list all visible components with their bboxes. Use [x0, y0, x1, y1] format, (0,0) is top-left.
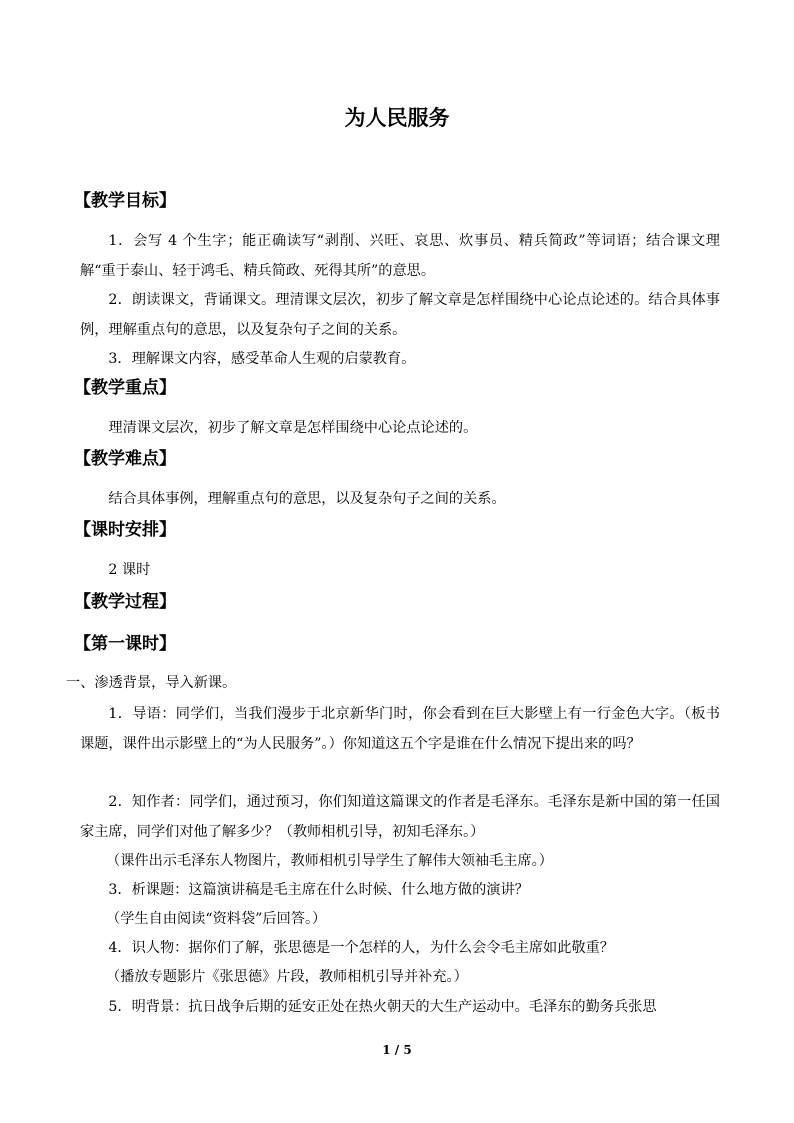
process-item-5: 5．明背景：抗日战争后期的延安正处在热火朝天的大生产运动中。毛泽东的勤务兵张思 — [108, 999, 657, 1015]
process-item-2-note: （课件出示毛泽东人物图片，教师相机引导学生了解伟大领袖毛主席。） — [106, 853, 553, 869]
document-title: 为人民服务 — [344, 105, 450, 130]
step-one-text: 一、渗透背景，导入新课。 — [66, 675, 237, 691]
process-item-4-note: （播放专题影片《张思德》片段，教师相机引导并补充。） — [106, 969, 468, 985]
process-item-3: 3．析课题：这篇演讲稿是毛主席在什么时候、什么地方做的演讲？ — [108, 882, 529, 898]
goals-heading: 【教学目标】 — [74, 191, 176, 211]
process-item-3-note: （学生自由阅读“资料袋”后回答。） — [106, 911, 327, 927]
schedule-heading: 【课时安排】 — [74, 520, 176, 540]
first-lesson-heading: 【第一课时】 — [74, 634, 176, 654]
goal-item-3: 3．理解课文内容，感受革命人生观的启蒙教育。 — [108, 351, 416, 367]
difficulty-heading: 【教学难点】 — [74, 449, 176, 469]
process-heading: 【教学过程】 — [74, 592, 176, 612]
goal-item-2: 2．朗读课文，背诵课文。理清课文层次，初步了解文章是怎样围绕中心论点论述的。结合具体事例，理解重点句的意思，以及复杂句子之间的关系。 — [80, 292, 720, 338]
process-item-2: 2．知作者：同学们，通过预习，你们知道这篇课文的作者是毛泽东。毛泽东是新中国的第一任国家主席，同学们对他了解多少？（教师相机引导，初知毛泽东。） — [80, 794, 720, 840]
page-number: 1 / 5 — [382, 1043, 412, 1057]
difficulty-text: 结合具体事例，理解重点句的意思，以及复杂句子之间的关系。 — [108, 491, 506, 507]
process-item-1: 1．导语：同学们，当我们漫步于北京新华门时，你会看到在巨大影壁上有一行金色大字。（板书课题，课件出示影壁上的“为人民服务”。）你知道这五个字是谁在什么情况下提出来的吗？ — [80, 706, 720, 752]
key-points-text: 理清课文层次，初步了解文章是怎样围绕中心论点论述的。 — [108, 420, 478, 436]
process-item-4: 4．识人物：据你们了解，张思德是一个怎样的人，为什么会令毛主席如此敬重？ — [108, 940, 614, 956]
goal-item-1: 1．会写 4 个生字；能正确读写“剥削、兴旺、哀思、炊事员、精兵简政”等词语；结合课文理解“重于泰山、轻于鸿毛、精兵简政、死得其所”的意思。 — [80, 233, 720, 279]
key-points-heading: 【教学重点】 — [74, 378, 176, 398]
schedule-text: 2 课时 — [108, 562, 151, 578]
